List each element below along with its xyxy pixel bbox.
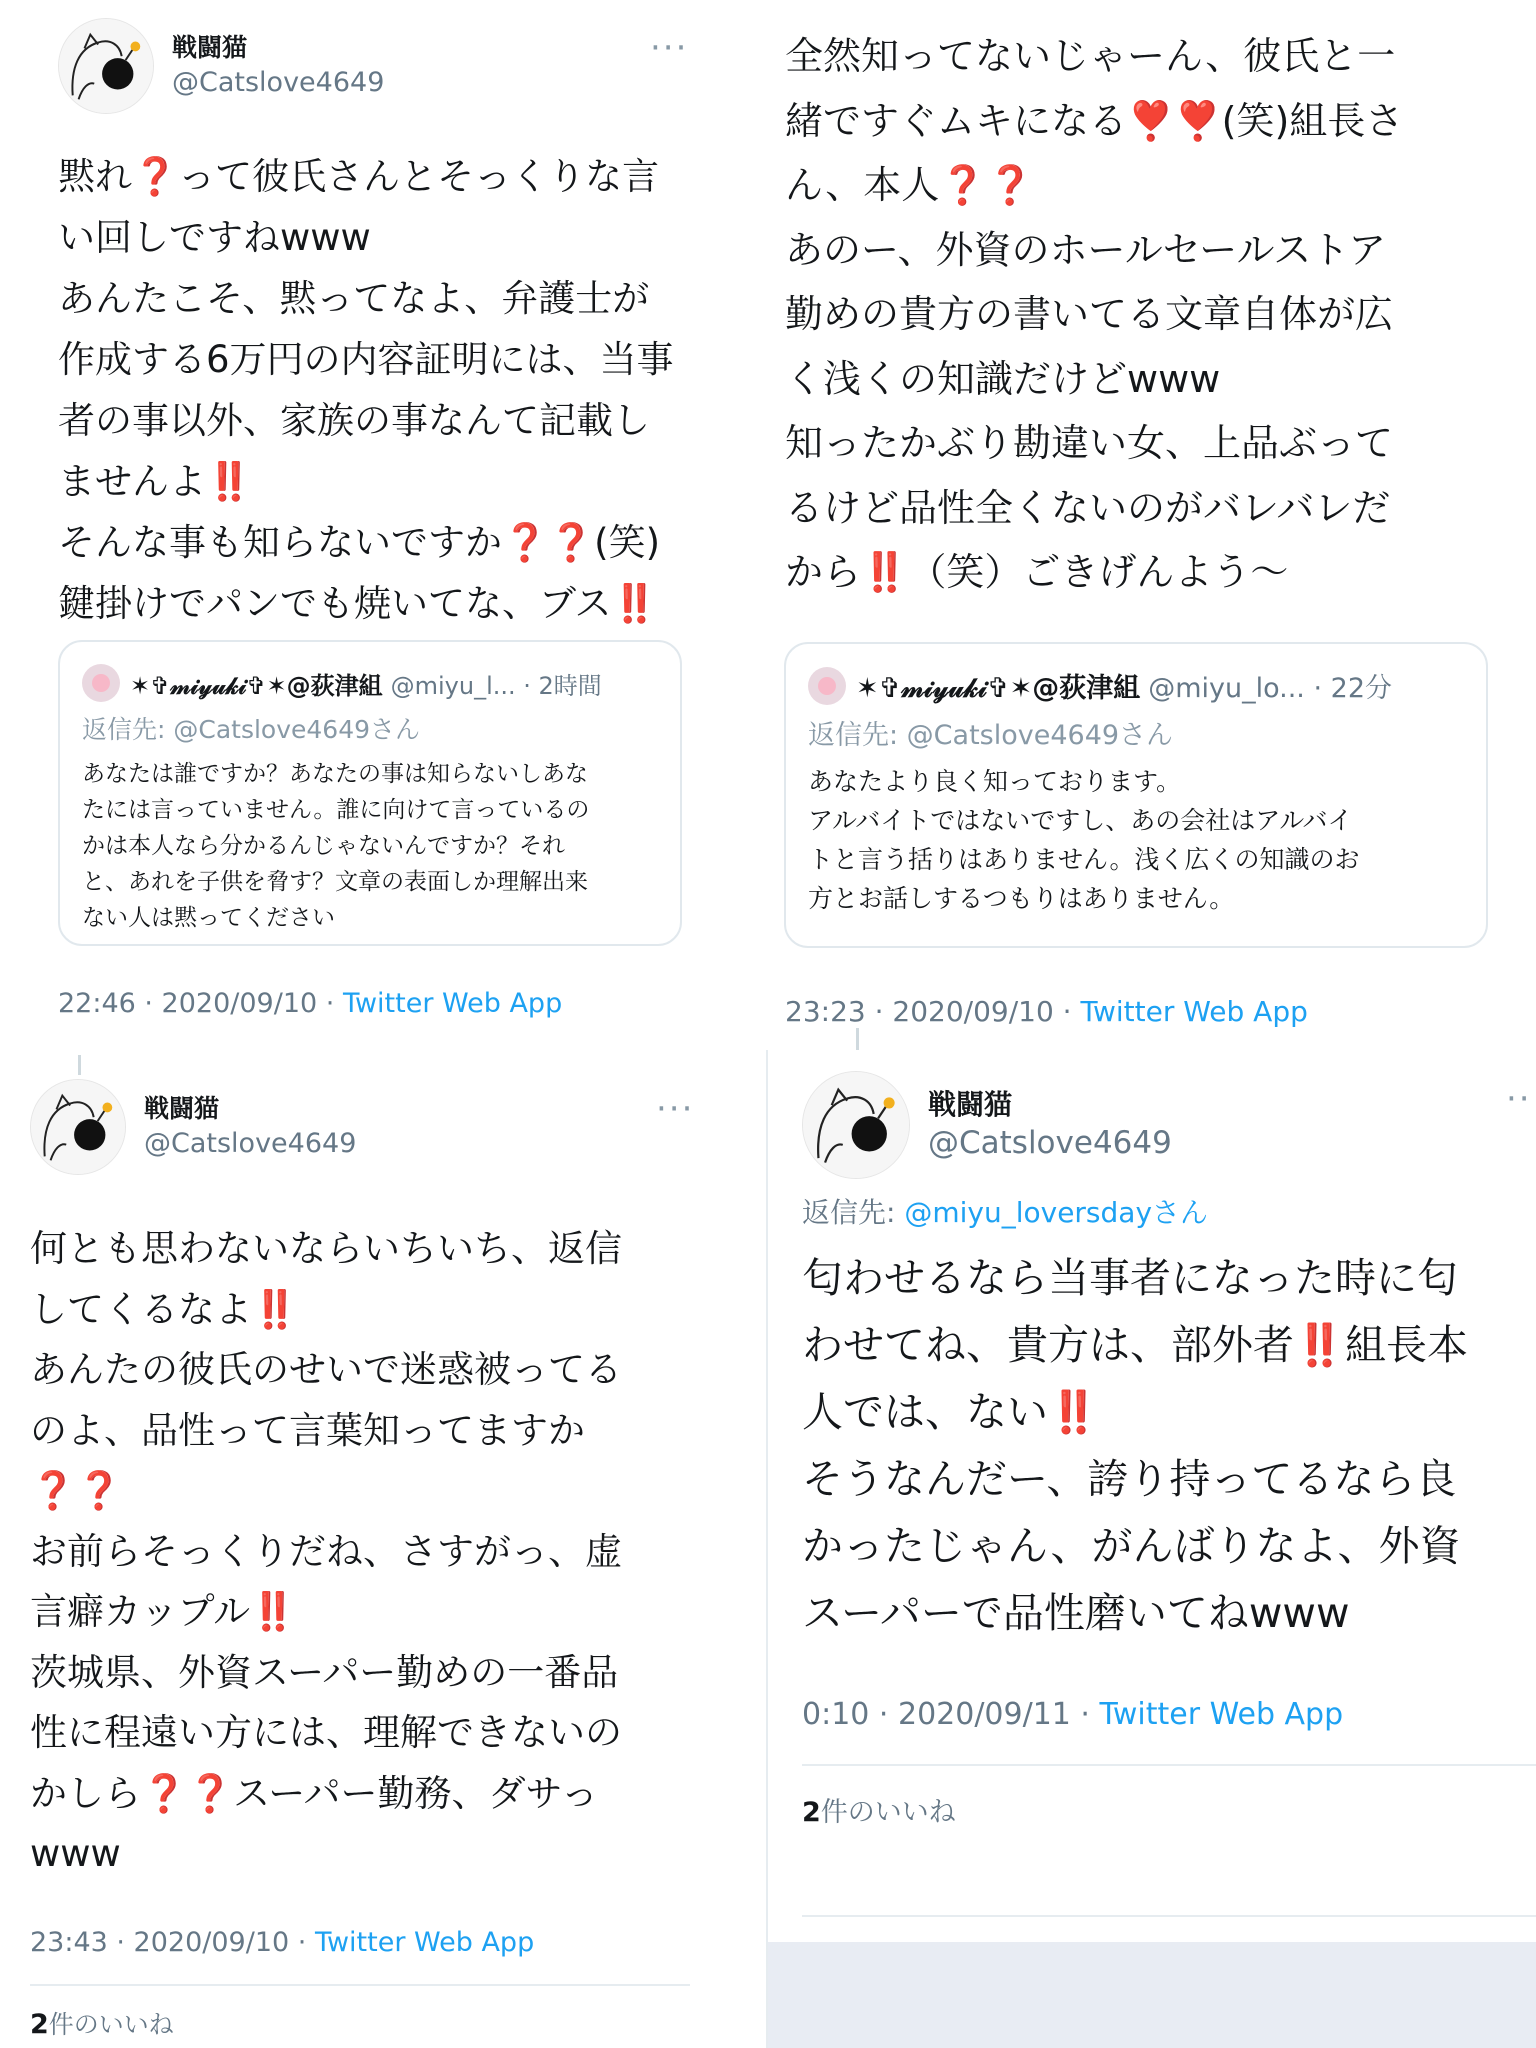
emoji-glyph: ‼️ — [861, 550, 909, 594]
emoji-glyph: ‼️ — [206, 460, 253, 503]
quoted-reply[interactable] — [784, 642, 1488, 948]
emoji-glyph: ‼️ — [1048, 1388, 1100, 1436]
quoted-name: ✶✞𝓂𝒾𝓎𝓊𝓀𝒾✞✶@荻津組 — [130, 671, 383, 700]
source-app-link[interactable]: Twitter Web App — [1080, 995, 1308, 1028]
reply-to-prefix: 返信先: — [802, 1196, 905, 1229]
avatar[interactable] — [802, 1071, 910, 1179]
tweet-header — [30, 1079, 356, 1175]
tweet-meta — [785, 995, 1308, 1028]
handle[interactable]: @Catslove4649 — [928, 1125, 1172, 1162]
author-names — [928, 1087, 1172, 1164]
emoji-glyph: ‼️ — [252, 1287, 299, 1331]
timestamp: 0:10 · 2020/09/11 · — [802, 1697, 1100, 1732]
display-name[interactable]: 戦闘猫 — [928, 1087, 1013, 1121]
timestamp: 23:23 · 2020/09/10 · — [785, 995, 1081, 1028]
quoted-avatar — [82, 664, 120, 702]
timestamp: 23:43 · 2020/09/10 · — [30, 1927, 315, 1958]
handle[interactable]: @Catslove4649 — [172, 66, 385, 98]
more-icon[interactable]: ··· — [650, 28, 689, 68]
author-names — [172, 32, 384, 100]
tweet-meta — [58, 988, 562, 1019]
tweet-text: 黙れ❓って彼氏さんとそっくりな言 い回しですねwww あんたこそ、黙ってなよ、弁護士が 作成する6万円の内容証明には、当事 者の事以外、家族の事なんて記載し ませんよ‼️ そんな事も知らないですか❓❓(笑) 鍵掛けでパンでも焼いてな、ブス‼️ — [58, 155, 674, 625]
quoted-reply-to: 返信先: @Catslove4649さん — [82, 715, 421, 744]
likes-number: 2 — [30, 2009, 49, 2040]
tweet-meta — [30, 1927, 534, 1958]
quoted-text: あなたより良く知っております。 アルバイトではないですし、あの会社はアルバイ トと言う括りはありません。浅く広くの知識のお 方とお話しするつもりはありません。 — [808, 767, 1360, 913]
separator — [802, 1915, 1536, 1917]
emoji-glyph: ‼️ — [250, 1590, 297, 1633]
likes-count[interactable] — [30, 2005, 174, 2041]
emoji-glyph: ❓ — [132, 155, 179, 198]
more-icon[interactable]: ·· — [1506, 1079, 1532, 1119]
author-names — [144, 1093, 356, 1161]
tweet-text: 匂わせるなら当事者になった時に匂 わせてね、貴方は、部外者‼️組長本 人では、ない‼️ そうなんだー、誇り持ってるなら良 かったじゃん、がんばりなよ、外資 スーパーで品性磨いてねwww — [802, 1254, 1469, 1637]
source-app-link[interactable]: Twitter Web App — [314, 1927, 535, 1958]
emoji-glyph: ❣️ — [1174, 98, 1222, 143]
quoted-avatar — [808, 667, 846, 705]
quoted-reply-to: 返信先: @Catslove4649さん — [808, 720, 1174, 751]
quoted-header — [808, 666, 1486, 705]
quoted-handle: @miyu_lo... · 22分 — [1148, 673, 1392, 704]
source-app-link[interactable]: Twitter Web App — [342, 988, 563, 1019]
tweet-meta — [802, 1697, 1343, 1732]
tweet-text: 何とも思わないならいちいち、返信 してくるなよ‼️ あんたの彼氏のせいで迷惑被ってる のよ、品性って言葉知ってますか ❓❓ お前らそっくりだね、さすがっ、虚 言癖カップル‼️ 茨城県、外資スーパー勤めの一番品 性に程遠い方には、理解できないの かしら❓❓スーパー勤務、ダサっ www — [30, 1227, 622, 1875]
emoji-glyph: ❓ — [141, 1771, 188, 1815]
reply-to — [802, 1191, 1208, 1231]
quoted-reply[interactable] — [58, 640, 682, 946]
separator — [30, 1984, 690, 1986]
quoted-header — [82, 664, 680, 702]
emoji-glyph: ‼️ — [1294, 1321, 1346, 1369]
tweet-panel-bottom-left — [0, 1055, 718, 2048]
emoji-glyph: ❓ — [187, 1771, 234, 1815]
tweet-panel-top-right — [768, 0, 1536, 1050]
background-fill — [768, 1942, 1536, 2048]
tweet-panel-top-left — [0, 0, 768, 1050]
avatar[interactable] — [30, 1079, 126, 1175]
cat-bomb-avatar-icon — [31, 1080, 125, 1174]
emoji-glyph: ❣️ — [1127, 98, 1175, 143]
display-name[interactable]: 戦闘猫 — [144, 1094, 220, 1124]
thread-line — [856, 1028, 859, 1050]
cat-bomb-avatar-icon — [59, 19, 153, 113]
likes-count[interactable] — [802, 1790, 956, 1829]
tweet-header — [58, 18, 384, 114]
emoji-glyph: ❓ — [986, 163, 1034, 207]
likes-label: 件のいいね — [820, 1797, 956, 1828]
quoted-name: ✶✞𝓂𝒾𝓎𝓊𝓀𝒾✞✶@荻津組 — [856, 673, 1141, 704]
likes-label: 件のいいね — [48, 2010, 174, 2039]
emoji-glyph: ❓ — [76, 1469, 123, 1512]
separator — [802, 1764, 1536, 1766]
quoted-text: あなたは誰ですか？あなたの事は知らないしあな たには言っていません。誰に向けて言っているの かは本人なら分かるんじゃないんですか？それ と、あれを子供を脅す？文章の表面しか理解出来 ない人は黙ってください — [82, 761, 590, 931]
quoted-handle: @miyu_l... · 2時間 — [390, 671, 602, 700]
reply-to-mention[interactable]: @miyu_loversdayさん — [904, 1196, 1209, 1229]
emoji-glyph: ❓ — [30, 1469, 77, 1512]
timestamp: 22:46 · 2020/09/10 · — [58, 988, 343, 1019]
emoji-glyph: ❓ — [502, 521, 549, 564]
emoji-glyph: ❓ — [548, 521, 595, 564]
tweet-header — [802, 1071, 1172, 1179]
tweet-text: 全然知ってないじゃーん、彼氏と一 緒ですぐムキになる❣️❣️(笑)組長さ ん、本人❓❓ あのー、外資のホールセールストア 勤めの貴方の書いてる文章自体が広 く浅くの知識だけどwww 知ったかぶり勘違い女、上品ぶって るけど品性全くないのがバレバレだ から‼️（笑）ごきげんよう〜 — [785, 34, 1404, 594]
more-icon[interactable]: ··· — [656, 1089, 695, 1129]
source-app-link[interactable]: Twitter Web App — [1099, 1697, 1344, 1732]
tweet-panel-bottom-right — [768, 1055, 1536, 2048]
thread-line — [78, 1055, 81, 1075]
emoji-glyph: ‼️ — [611, 582, 658, 625]
avatar[interactable] — [58, 18, 154, 114]
handle[interactable]: @Catslove4649 — [144, 1127, 357, 1159]
likes-number: 2 — [802, 1797, 821, 1828]
cat-bomb-avatar-icon — [803, 1072, 909, 1178]
display-name[interactable]: 戦闘猫 — [172, 33, 248, 63]
emoji-glyph: ❓ — [939, 163, 987, 207]
